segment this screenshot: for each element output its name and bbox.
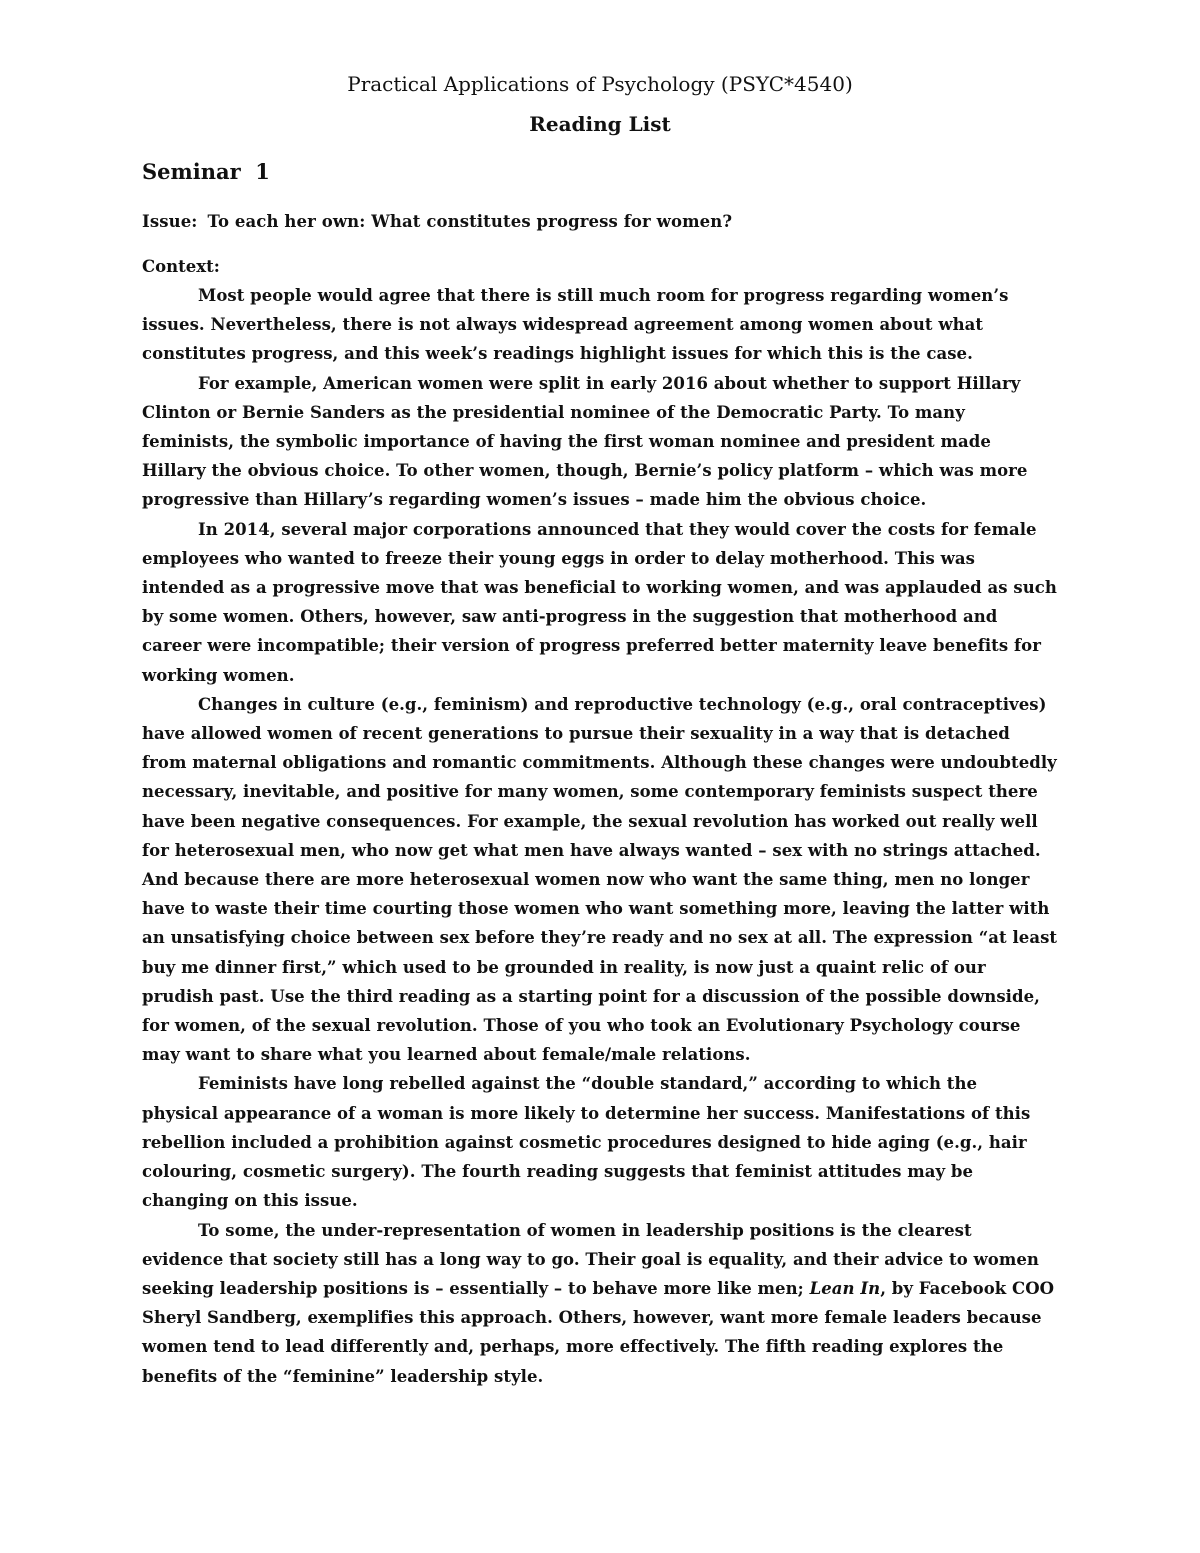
book-title-lean-in: Lean In xyxy=(809,1278,881,1298)
paragraph-6-text-start: To some, the under-representation of women in leadership positions is the clearest evidence that society still has a long way to go. Their goal is equality, and their advice to women seeking leadership positions is – essentially – to behave more like men; xyxy=(142,1220,1039,1298)
context-paragraph-1: Most people would agree that there is still much room for progress regarding women’s issues. Nevertheless, there is not always widespread agreement among women about what constitutes progress, and this week’s readings highlight issues for which this is the case. xyxy=(142,286,1009,364)
context-paragraph-3: In 2014, several major corporations announced that they would cover the costs for female employees who wanted to freeze their young eggs in order to delay motherhood. This was intended as a progressive move that was beneficial to working women, and was applauded as such by some women. Others, however, saw anti-progress in the suggestion that motherhood and career were incompatible; their version of progress preferred better maternity leave benefits for working women. xyxy=(142,519,1057,685)
context-label: Context: xyxy=(142,257,220,276)
issue-line xyxy=(142,207,1058,236)
seminar-heading: Seminar 1 xyxy=(142,159,270,184)
course-title: Practical Applications of Psychology (PSYC*4540) xyxy=(347,72,853,96)
context-paragraph-5: Feminists have long rebelled against the “double standard,” according to which the physical appearance of a woman is more likely to determine her success. Manifestations of this rebellion included a prohibition against cosmetic procedures designed to hide aging (e.g., hair colouring, cosmetic surgery). The fourth reading suggests that feminist attitudes may be changing on this issue. xyxy=(142,1074,1031,1211)
context-paragraph-6 xyxy=(142,1216,1058,1391)
paragraph-6-text-end: , by Facebook COO Sheryl Sandberg, exemplifies this approach. Others, however, want more female leaders because women tend to lead differently and, perhaps, more effectively. The fifth reading explores the benefits of the “feminine” leadership style. xyxy=(142,1278,1055,1386)
context-paragraph-4: Changes in culture (e.g., feminism) and reproductive technology (e.g., oral contraceptives) have allowed women of recent generations to pursue their sexuality in a way that is detached from maternal obligations and romantic commitments. Although these changes were undoubtedly necessary, inevitable, and positive for many women, some contemporary feminists suspect there have been negative consequences. For example, the sexual revolution has worked out really well for heterosexual men, who now get what men have always wanted – sex with no strings attached. And because there are more heterosexual women now who want the same thing, men no longer have to waste their time courting those women who want something more, leaving the latter with an unsatisfying choice between sex before they’re ready and no sex at all. The expression “at least buy me dinner first,” which used to be grounded in reality, is now just a quaint relic of our prudish past. Use the third reading as a starting point for a discussion of the possible downside, for women, of the sexual revolution. Those of you who took an Evolutionary Psychology course may want to share what you learned about female/male relations. xyxy=(142,694,1058,1065)
issue-label: Issue: xyxy=(142,212,198,231)
issue-text: To each her own: What constitutes progress for women? xyxy=(207,212,733,231)
reading-list-title: Reading List xyxy=(529,112,671,136)
context-paragraph-2: For example, American women were split in early 2016 about whether to support Hillary Clinton or Bernie Sanders as the presidential nominee of the Democratic Party. To many feminists, the symbolic importance of having the first woman nominee and president made Hillary the obvious choice. To other women, though, Bernie’s policy platform – which was more progressive than Hillary’s regarding women’s issues – made him the obvious choice. xyxy=(142,373,1028,510)
